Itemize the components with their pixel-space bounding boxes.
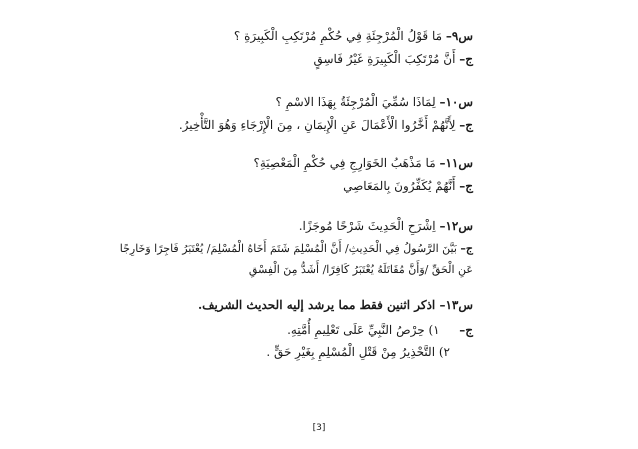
item-number: ١) [428, 323, 440, 337]
answer-text: بَيَّنَ الرَّسُولُ فِي الْحَدِيثِ/ أَنَّ الْمُسْلِمَ شَتَمَ أَخَاهُ الْمُسْلِمَ/ يُعْتَبَرُ فَاجِرًا وَخَارِجًا [119, 242, 457, 255]
question-label: س١١– [439, 156, 473, 170]
item-text: التَّحْذِيرُ مِنْ قَتْلِ الْمُسْلِمِ بِغَيْرِ حَقٍّ . [266, 345, 436, 359]
answer-label: ج– [459, 118, 473, 132]
answer-13-item-2 [266, 344, 450, 360]
question-text: مَا قَوْلُ الْمُرْجِئَةِ فِي حُكْمِ مُرْتَكِبِ الْكَبِيرَةِ ؟ [233, 29, 443, 43]
answer-12-line-1 [120, 241, 473, 257]
question-label: س١٢– [439, 219, 473, 233]
question-text: اِشْرَحِ الْحَدِيثَ شَرْحًا مُوجَزًا. [298, 219, 436, 233]
question-13 [198, 297, 473, 313]
page-number: [3] [312, 423, 326, 433]
answer-12-line-2 [249, 262, 473, 278]
question-10 [276, 94, 473, 110]
question-label: س١٠– [439, 95, 473, 109]
question-12 [299, 218, 473, 234]
question-label: س٩– [445, 29, 473, 43]
answer-label: ج– [459, 323, 473, 337]
answer-text: أَنَّ مُرْتَكِبَ الْكَبِيرَةِ غَيْرُ فَاسِقٍ [313, 52, 456, 66]
answer-11 [343, 178, 473, 194]
question-label: س١٣– [439, 298, 473, 312]
item-number: ٢) [438, 345, 450, 359]
answer-10 [179, 117, 473, 133]
answer-label: ج– [460, 242, 473, 255]
question-text: لِمَاذَا سُمِّيَ الْمُرْجِئَةُ بِهَذَا الاسْمِ ؟ [275, 95, 436, 109]
answer-text: لِأَنَّهُمْ أَخَّرُوا الْأَعْمَالَ عَنِ الْإِيمَانِ ، مِنَ الْإِرْجَاءِ وَهُوَ التَّأْخِيرُ. [178, 118, 456, 132]
answer-text: عَنِ الْحَقِّ /وَأَنَّ مُقَاتَلَهُ يُعْتَبَرُ كَافِرًا/ أَشَدُّ مِنَ الْفِسْقِ [248, 263, 473, 276]
question-11 [254, 155, 474, 171]
item-text: حِرْصُ النَّبِيِّ عَلَى تَعْلِيمِ أُمَّتِهِ. [287, 323, 425, 337]
question-text: مَا مَذْهَبُ الخَوَارِجِ فِي حُكْمِ الْمَعْصِيَةِ؟ [253, 156, 436, 170]
answer-label: ج– [459, 179, 473, 193]
answer-9 [313, 51, 473, 67]
question-9 [234, 28, 473, 44]
question-text: اذكر اثنين فقط مما يرشد إليه الحديث الشريف. [197, 298, 436, 312]
answer-13-item-1 [287, 322, 473, 338]
answer-label: ج– [459, 52, 473, 66]
answer-text: أَنَّهُمْ يُكَفِّرُونَ بِالمَعَاصِي [343, 179, 456, 193]
